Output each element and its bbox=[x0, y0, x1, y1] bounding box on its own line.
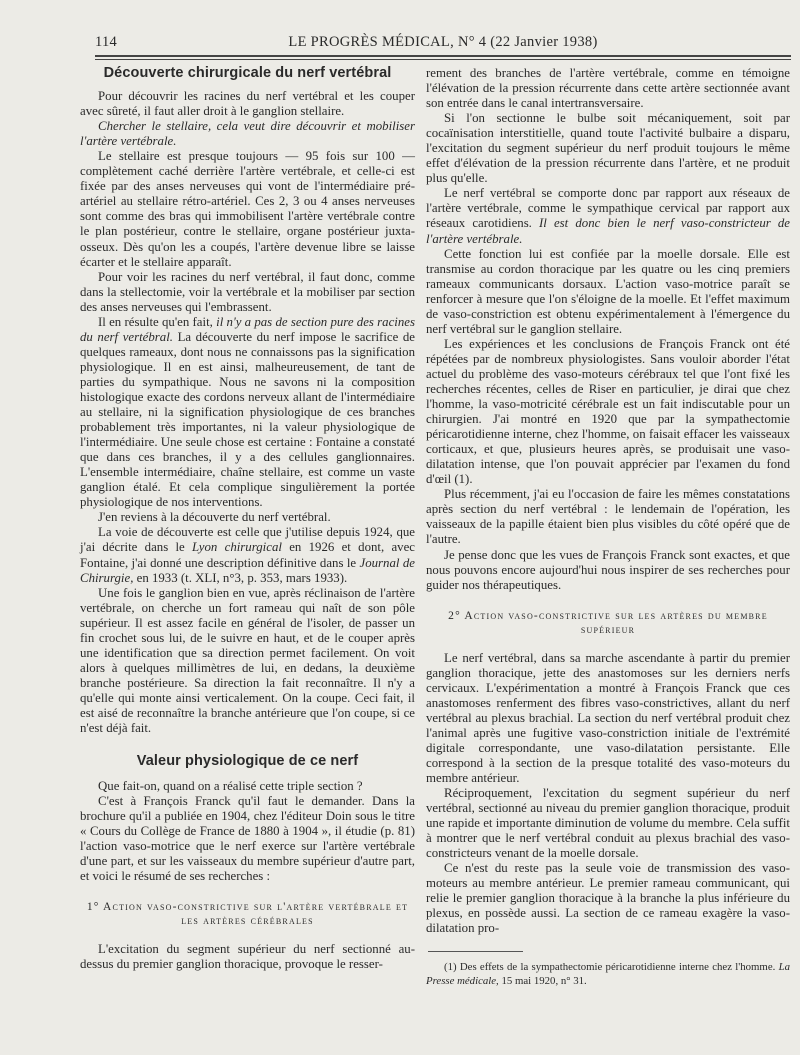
header-rule-thin bbox=[95, 59, 791, 60]
text-run: en 1926 et dont, avec Fontaine, j'ai donné une description définitive dans le bbox=[80, 540, 415, 570]
italic-run: La Presse médicale, bbox=[426, 961, 790, 987]
paragraph: J'en reviens à la découverte du nerf vertébral. bbox=[98, 510, 331, 525]
paragraph bbox=[426, 186, 790, 246]
paragraph bbox=[80, 525, 415, 585]
paragraph: Ce n'est du reste pas la seule voie de transmission des vaso-moteurs au membre antérieur. Le premier rameau communicant, qui relie le premier ganglion thoracique à la branche la plus inférieure du plexus, en possède aussi. La section de ce rameau exagère la vaso-dilatation pro- bbox=[426, 861, 790, 936]
text-run: Le nerf vertébral se comporte donc par rapport aux réseaux de l'artère vertébrale, comme le sympathique cervical par rapport aux réseaux carotidiens. bbox=[426, 186, 790, 231]
footnote-rule bbox=[428, 951, 523, 952]
text-run: (1) Des effets de la sympathectomie péricarotidienne interne chez l'homme. bbox=[444, 961, 779, 974]
paragraph: Les expériences et les conclusions de François Franck ont été répétées par de nombreux physiologistes. Sans vouloir aborder l'état actuel du problème des vaso-moteurs cérébraux tel que l'ont fixé les recherches récentes, celles de Riser en particulier, je dirai que chez l'homme, la vaso-motricité cérébrale est un fait indiscutable pour un chirurgien. J'ai montré en 1920 que par la sympathectomie péricarotidienne interne, chez l'homme, on faisait effacer les vaisseaux corticaux, et que, plusieurs heures après, se produisait une vaso-dilatation intense, que l'on pouvait apprécier par l'examen du fond d'œil (1). bbox=[426, 336, 790, 487]
section-heading: Découverte chirurgicale du nerf vertébral bbox=[103, 65, 392, 81]
right-column bbox=[426, 66, 790, 988]
italic-run: Il est donc bien le nerf vaso-constricteur de l'artère vertébrale. bbox=[426, 216, 790, 246]
paragraph bbox=[80, 315, 415, 511]
paragraph: Pour découvrir les racines du nerf vertébral et les couper avec sûreté, il faut aller droit à le ganglion stellaire. bbox=[80, 89, 415, 119]
left-column bbox=[80, 66, 415, 973]
paragraph: Chercher le stellaire, cela veut dire découvrir et mobiliser l'artère vertébrale. bbox=[80, 119, 415, 149]
page-number: 114 bbox=[95, 34, 118, 50]
text-run: La découverte du nerf impose le sacrifice de quelques rameaux, dont nous ne connaissons pas la signification physiologique. Il en est ainsi, malheureusement, de tant de parties du sympathique. Nous ne savons ni la composition histologique exacte des cordons nerveux allant de l'intermédiaire au stellaire, ni la signification physiologique de ces branches probablement très importantes, ni la valeur physiologique de l'intermédiaire. Une seule chose est certaine : Fontaine a constaté que dans ces branches, il y a des cellules ganglionnaires. L'ensemble intermédiaire, chaîne stellaire, est comme un vaste ganglion étalé. Et cela complique singulièrement la portée physiologique de nos interventions. bbox=[80, 329, 415, 510]
italic-run: Journal de Chirurgie, bbox=[80, 555, 415, 585]
subsection-heading: 1° Action vaso-constrictive sur l'artère vertébrale et les artères cérébrales bbox=[86, 901, 409, 928]
paragraph: Plus récemment, j'ai eu l'occasion de faire les mêmes constatations après section du nerf vertébral : le lendemain de l'opération, les vaisseaux de la papille étaient bien plus visibles du côté opéré que de l'autre. bbox=[426, 487, 790, 547]
header-rule-thick bbox=[95, 55, 791, 57]
paragraph: Si l'on sectionne le bulbe soit mécaniquement, soit par cocaïnisation interstitielle, quand toute l'activité bulbaire a disparu, l'excitation du segment supérieur du nerf produit toujours le même effet d'élévation de la pression récurrente dans l'artère, et ne produit plus qu'elle. bbox=[426, 111, 790, 186]
running-header bbox=[95, 34, 791, 56]
footnote bbox=[426, 961, 790, 988]
paragraph: Le stellaire est presque toujours — 95 fois sur 100 — complètement caché derrière l'artère vertébrale, et celle-ci est fixée par des anses nerveuses qui vont de l'intermédiaire pré-artériel au stellaire rétro-artériel. Ces 2, 3 ou 4 anses nerveuses sont comme des bras qui immobilisent l'artère vertébrale contre le plan postérieur, contre le stellaire, organe postérieur juxta-osseux. Dès qu'on les a coupés, l'artère devenue libre se laisse écarter et le stellaire apparaît. bbox=[80, 149, 415, 269]
paragraph: Je pense donc que les vues de François Franck sont exactes, et que nous pouvons encore aujourd'hui nous inspirer de ses recherches pour guider nos thérapeutiques. bbox=[426, 547, 790, 592]
text-run: 15 mai 1920, n° 31. bbox=[498, 974, 587, 987]
section-heading: Valeur physiologique de ce nerf bbox=[136, 753, 359, 770]
paragraph: Que fait-on, quand on a réalisé cette triple section ? bbox=[98, 779, 363, 794]
paragraph: Pour voir les racines du nerf vertébral, il faut donc, comme dans la stellectomie, voir la vertébrale et la mobiliser par section des anses nerveuses qui l'embrassent. bbox=[80, 269, 415, 314]
paragraph: Une fois le ganglion bien en vue, après réclinaison de l'artère vertébrale, on cherche un fort rameau qui naît de son pôle supérieur. Il est assez facile en général de l'isoler, de passer un fin crochet sous lui, de le suivre en haut, et de le couper après une identification que sa direction permet facilement. On voit alors à quelques millimètres de lui, en dedans, la deuxième branche postérieure. Sa direction la fait reconnaître. Il n'y a qu'elle qui monte ainsi verticalement. On la coupe. Ceci fait, il est aisé de reconnaître la branche antérieure que l'on coupe, si ce n'est déjà fait. bbox=[80, 585, 415, 736]
running-title: LE PROGRÈS MÉDICAL, N° 4 (22 Janvier 1938) bbox=[288, 34, 598, 50]
text-run: La voie de découverte est celle que j'utilise depuis 1924, que j'ai décrite dans le bbox=[80, 525, 415, 555]
paragraph: Cette fonction lui est confiée par la moelle dorsale. Elle est transmise au cordon thoracique par les quatre ou les cinq premiers rameaux communicants dorsaux. L'action vaso-motrice paraît se renforcer à mesure que l'on s'éloigne de la moelle. Et l'effet maximum de vaso-constriction est obtenu expérimentalement à l'émergence du nerf vertébral sur le ganglion stellaire. bbox=[426, 246, 790, 336]
paragraph: C'est à François Franck qu'il faut le demander. Dans la brochure qu'il a publiée en 1904, chez l'éditeur Doin sous le titre « Cours du Collège de France de 1880 à 1904 », il étudie (p. 81) l'action vaso-motrice que le nerf exerce sur l'artère vertébrale d'une part, et sur les vaisseaux du membre supérieur d'autre part, et voici le résumé de ses recherches : bbox=[80, 794, 415, 884]
italic-run: il n'y a pas de section pure des racines du nerf vertébral. bbox=[80, 314, 415, 344]
text-run: Il en résulte qu'en fait, bbox=[98, 314, 217, 329]
paragraph: rement des branches de l'artère vertébrale, comme en témoigne l'élévation de la pression récurrente dans cette artère sectionnée avant son entrée dans le canal intertransversaire. bbox=[426, 66, 790, 111]
subsection-heading: 2° Action vaso-constrictive sur les artères du membre supérieur bbox=[448, 609, 768, 636]
italic-run: Lyon chirurgical bbox=[192, 540, 282, 555]
paragraph: Réciproquement, l'excitation du segment supérieur du nerf vertébral, sectionné au niveau du premier ganglion thoracique, produit une rapide et importante diminution de volume du membre. Cela suffit à montrer que le nerf vertébral conduit au plexus brachial des vaso-constricteurs venant de la moelle dorsale. bbox=[426, 786, 790, 861]
paragraph: L'excitation du segment supérieur du nerf sectionné au-dessus du premier ganglion thoracique, provoque le resser- bbox=[80, 942, 415, 972]
text-run: en 1933 (t. XLI, n°3, p. 353, mars 1933). bbox=[133, 570, 348, 585]
paragraph: Le nerf vertébral, dans sa marche ascendante à partir du premier ganglion thoracique, jette des anastomoses sur les derniers nerfs cervicaux. L'expérimentation a montré à François Franck que ces anastomoses renferment des fibres vaso-constrictives, allant du nerf vertébral au plexus brachial. La section du nerf vertébral produit chez l'animal après une fugitive vaso-constriction initiale de l'extrémité digitale correspondante, une vaso-dilatation persistante. Elle correspond à la section de la presque totalité des vaso-moteurs du membre antérieur. bbox=[426, 650, 790, 786]
